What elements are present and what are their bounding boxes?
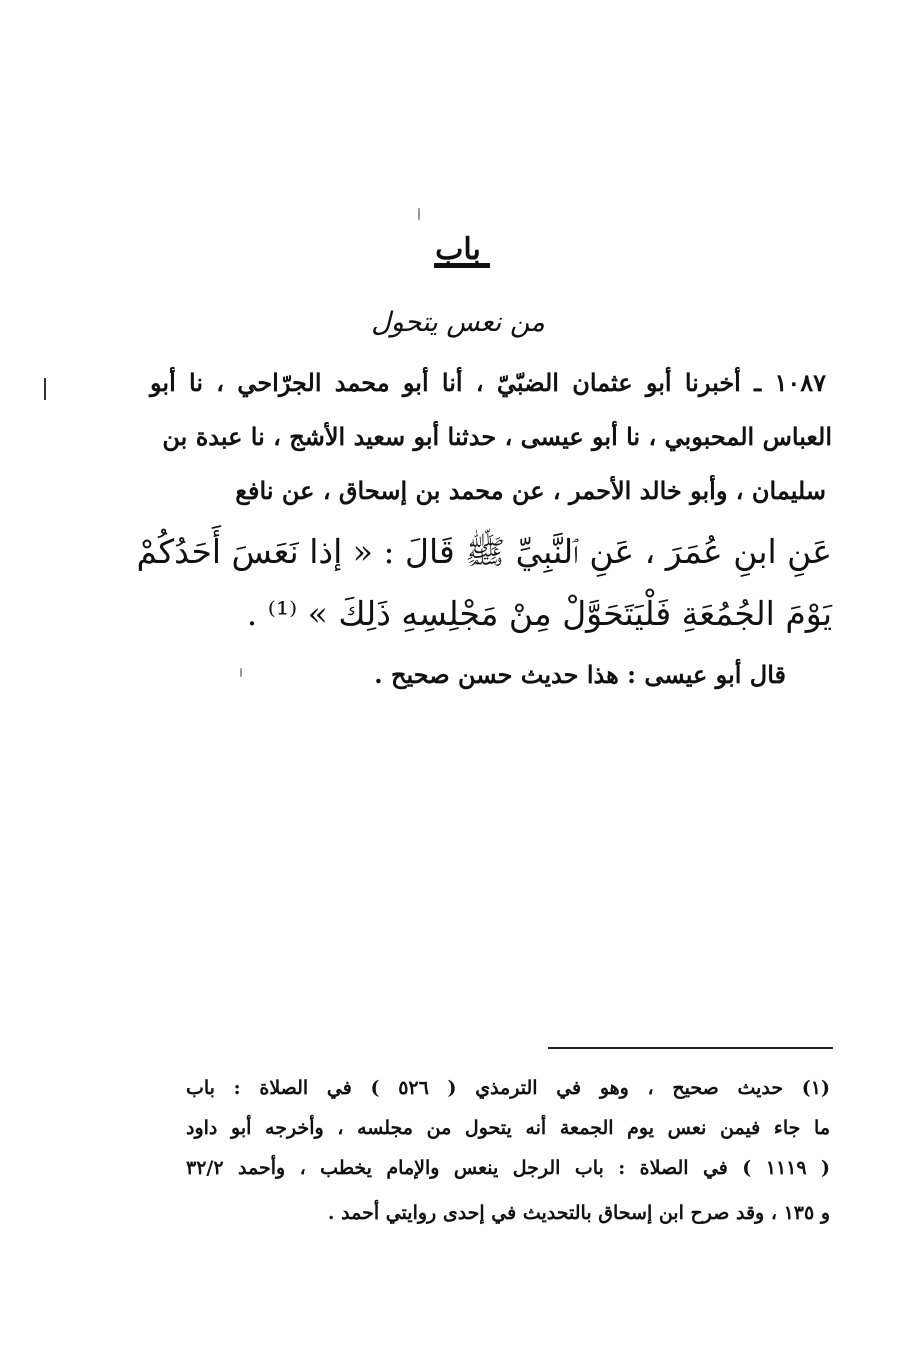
footnote-line: ( ١١١٩ ) في الصلاة : باب الرجل ينعس والإمام يخطب ، وأحمد ٣٢/٢ (186, 1157, 830, 1179)
footnote-separator (548, 1047, 833, 1049)
matn-line: عَنِ ابنِ عُمَرَ ، عَنِ ٱلنَّبِيِّ ﷺ قَالَ : « إذا نَعَسَ أَحَدُكُمْ (136, 532, 832, 571)
matn-line: يَوْمَ الجُمُعَةِ فَلْيَتَحَوَّلْ مِنْ مَجْلِسِهِ ذَلِكَ » ⁽¹⁾ . (246, 594, 832, 633)
chapter-subtitle: من نعس يتحول (371, 307, 545, 338)
isnad-line: سليمان ، وأبو خالد الأحمر ، عن محمد بن إسحاق ، عن نافع (235, 476, 826, 505)
footnote-line: و ١٣٥ ، وقد صرح ابن إسحاق بالتحديث في إحدى روايتي أحمد . (327, 1202, 830, 1224)
chapter-title: باب (0, 232, 916, 268)
footnote-line: (١) حديث صحيح ، وهو في الترمذي ( ٥٢٦ ) في الصلاة : باب (186, 1077, 831, 1099)
scan-speck (240, 668, 242, 677)
margin-mark (44, 378, 46, 400)
isnad-line: العباس المحبوبي ، نا أبو عيسى ، حدثنا أبو سعيد الأشج ، نا عبدة بن (162, 422, 832, 451)
hadith-ruling: قال أبو عيسى : هذا حديث حسن صحيح . (374, 660, 786, 689)
footnote-line: ما جاء فيمن نعس يوم الجمعة أنه يتحول من مجلسه ، وأخرجه أبو داود (186, 1117, 830, 1139)
isnad-line: ١٠٨٧ ـ أخبرنا أبو عثمان الضبّيّ ، أنا أبو محمد الجرّاحي ، نا أبو (150, 368, 826, 397)
scan-speck (418, 208, 420, 220)
